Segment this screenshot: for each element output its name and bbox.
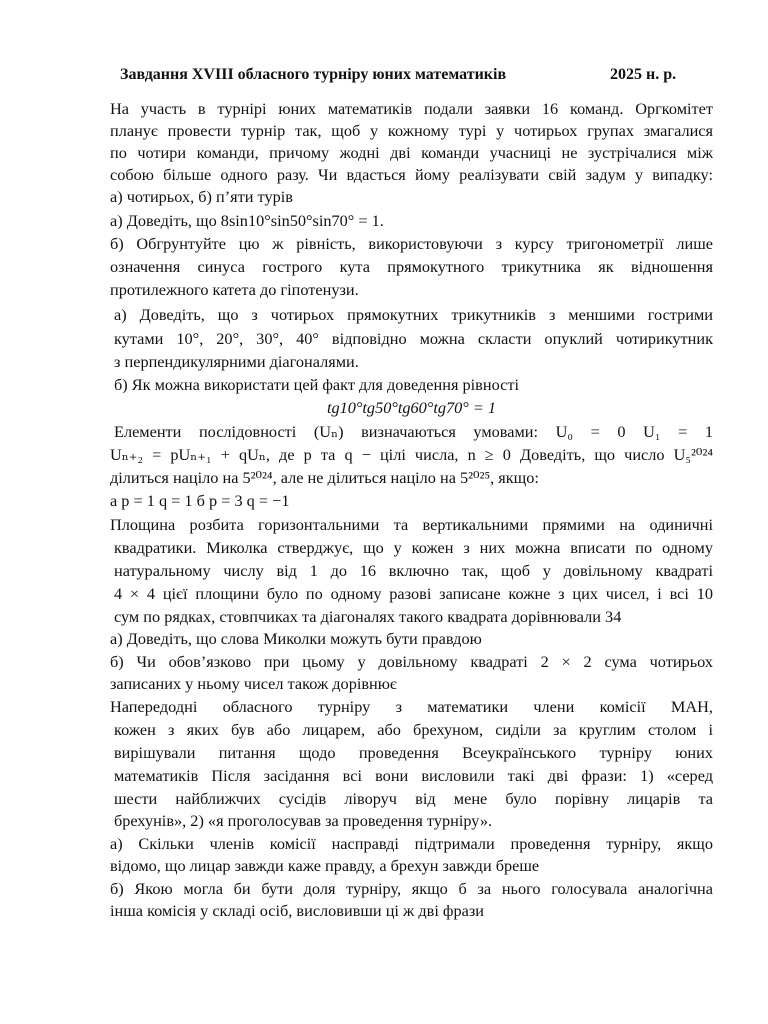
title-year: 2025 н. р.: [610, 66, 677, 83]
text-line: означення синуса гострого кута прямокутного трикутника як відношення: [110, 257, 713, 276]
text-line: а) чотирьох, б) п’яти турів: [110, 187, 293, 206]
text-line: вирішували питання щодо проведення Всеукраїнського турніру юних: [114, 743, 713, 762]
text-line: шести найближчих сусідів ліворуч від мене було порівну лицарів та: [114, 789, 713, 808]
formula-line: а) Доведіть, що 8sin10°sin50°sin70° = 1.: [110, 211, 384, 230]
text-line: кутами 10°, 20°, 30°, 40° відповідно можна скласти опуклий чотирикутник: [114, 329, 713, 348]
text-line: а) Скільки членів комісії насправді підтримали проведення турніру, якщо: [110, 834, 713, 853]
text-line: Площина розбита горизонтальними та вертикальними прямими на одиничні: [110, 515, 713, 534]
text-line: а p = 1 q = 1 б p = 3 q = −1: [110, 491, 290, 510]
text-line: а) Доведіть, що слова Миколки можуть бути правдою: [110, 629, 482, 648]
text-line: 4 × 4 цієї площини було по одному разові записане кожне з цих чисел, і всі 10: [114, 584, 713, 603]
text-line: кожен з яких був або лицарем, або брехуном, сиділи за круглим столом і: [114, 720, 713, 739]
text-line: б) Обгрунтуйте цю ж рівність, використовуючи з курсу тригонометрії лише: [110, 234, 713, 253]
text-line: з перпендикулярними діагоналями.: [114, 352, 359, 371]
text-line: інша комісія у складі осіб, висловивши ці ж дві фрази: [110, 901, 484, 920]
text-line: записаних у ньому чисел також дорівнює: [110, 674, 397, 693]
text-line: Елементи послідовності (Uₙ) визначаються умовами: U₀ = 0 U₁ = 1: [114, 422, 713, 441]
text-line: натуральному числу від 1 до 16 включно так, щоб у довільному квадраті: [114, 561, 713, 580]
text-line: Напередодні обласного турніру з математики члени комісії МАН,: [110, 697, 713, 716]
text-line: квадратики. Миколка стверджує, що у кожен з них можна вписати по одному: [114, 538, 713, 557]
text-line: б) Якою могла би бути доля турніру, якщо б за нього голосувала аналогічна: [110, 879, 713, 898]
text-line: собою більше одного разу. Чи вдасться йому реалізувати свій задум у випадку:: [110, 165, 713, 184]
text-line: ділиться націло на 5²⁰²⁴, але не ділиться націло на 5²⁰²⁵, якщо:: [110, 468, 539, 487]
text-line: сум по рядках, стовпчиках та діагоналях такого квадрата дорівнювали 34: [114, 607, 622, 626]
text-line: відомо, що лицар завжди каже правду, а брехун завжди бреше: [110, 856, 540, 875]
text-line: На участь в турнірі юних математиків подали заявки 16 команд. Оргкомітет: [110, 99, 713, 118]
text-line: математиків Після засідання всі вони висловили такі дві фрази: 1) «серед: [114, 766, 713, 785]
text-line: а) Доведіть, що з чотирьох прямокутних трикутників з меншими гострими: [114, 305, 713, 324]
text-line: б) Чи обов’язково при цьому у довільному квадраті 2 × 2 сума чотирьох: [110, 652, 713, 671]
text-line: планує провести турнір так, щоб у кожному турі у чотирьох групах змагалися: [110, 121, 713, 140]
title-text: Завдання XVIII обласного турніру юних математиків: [120, 66, 507, 83]
formula-line: tg10°tg50°tg60°tg70° = 1: [326, 398, 497, 417]
text-line: б) Як можна використати цей факт для доведення рівності: [114, 375, 519, 394]
text-line: протилежного катета до гіпотенузи.: [110, 280, 359, 299]
text-line: по чотири команди, причому жодні дві команди учасниці не зустрічалися між: [110, 143, 713, 162]
document-title: [120, 66, 720, 84]
text-line: брехунів», 2) «я проголосував за проведення турніру».: [114, 811, 493, 830]
text-line: Uₙ₊₂ = pUₙ₊₁ + qUₙ, де p та q − цілі числа, n ≥ 0 Доведіть, що число U₅²⁰²⁴: [110, 445, 713, 464]
